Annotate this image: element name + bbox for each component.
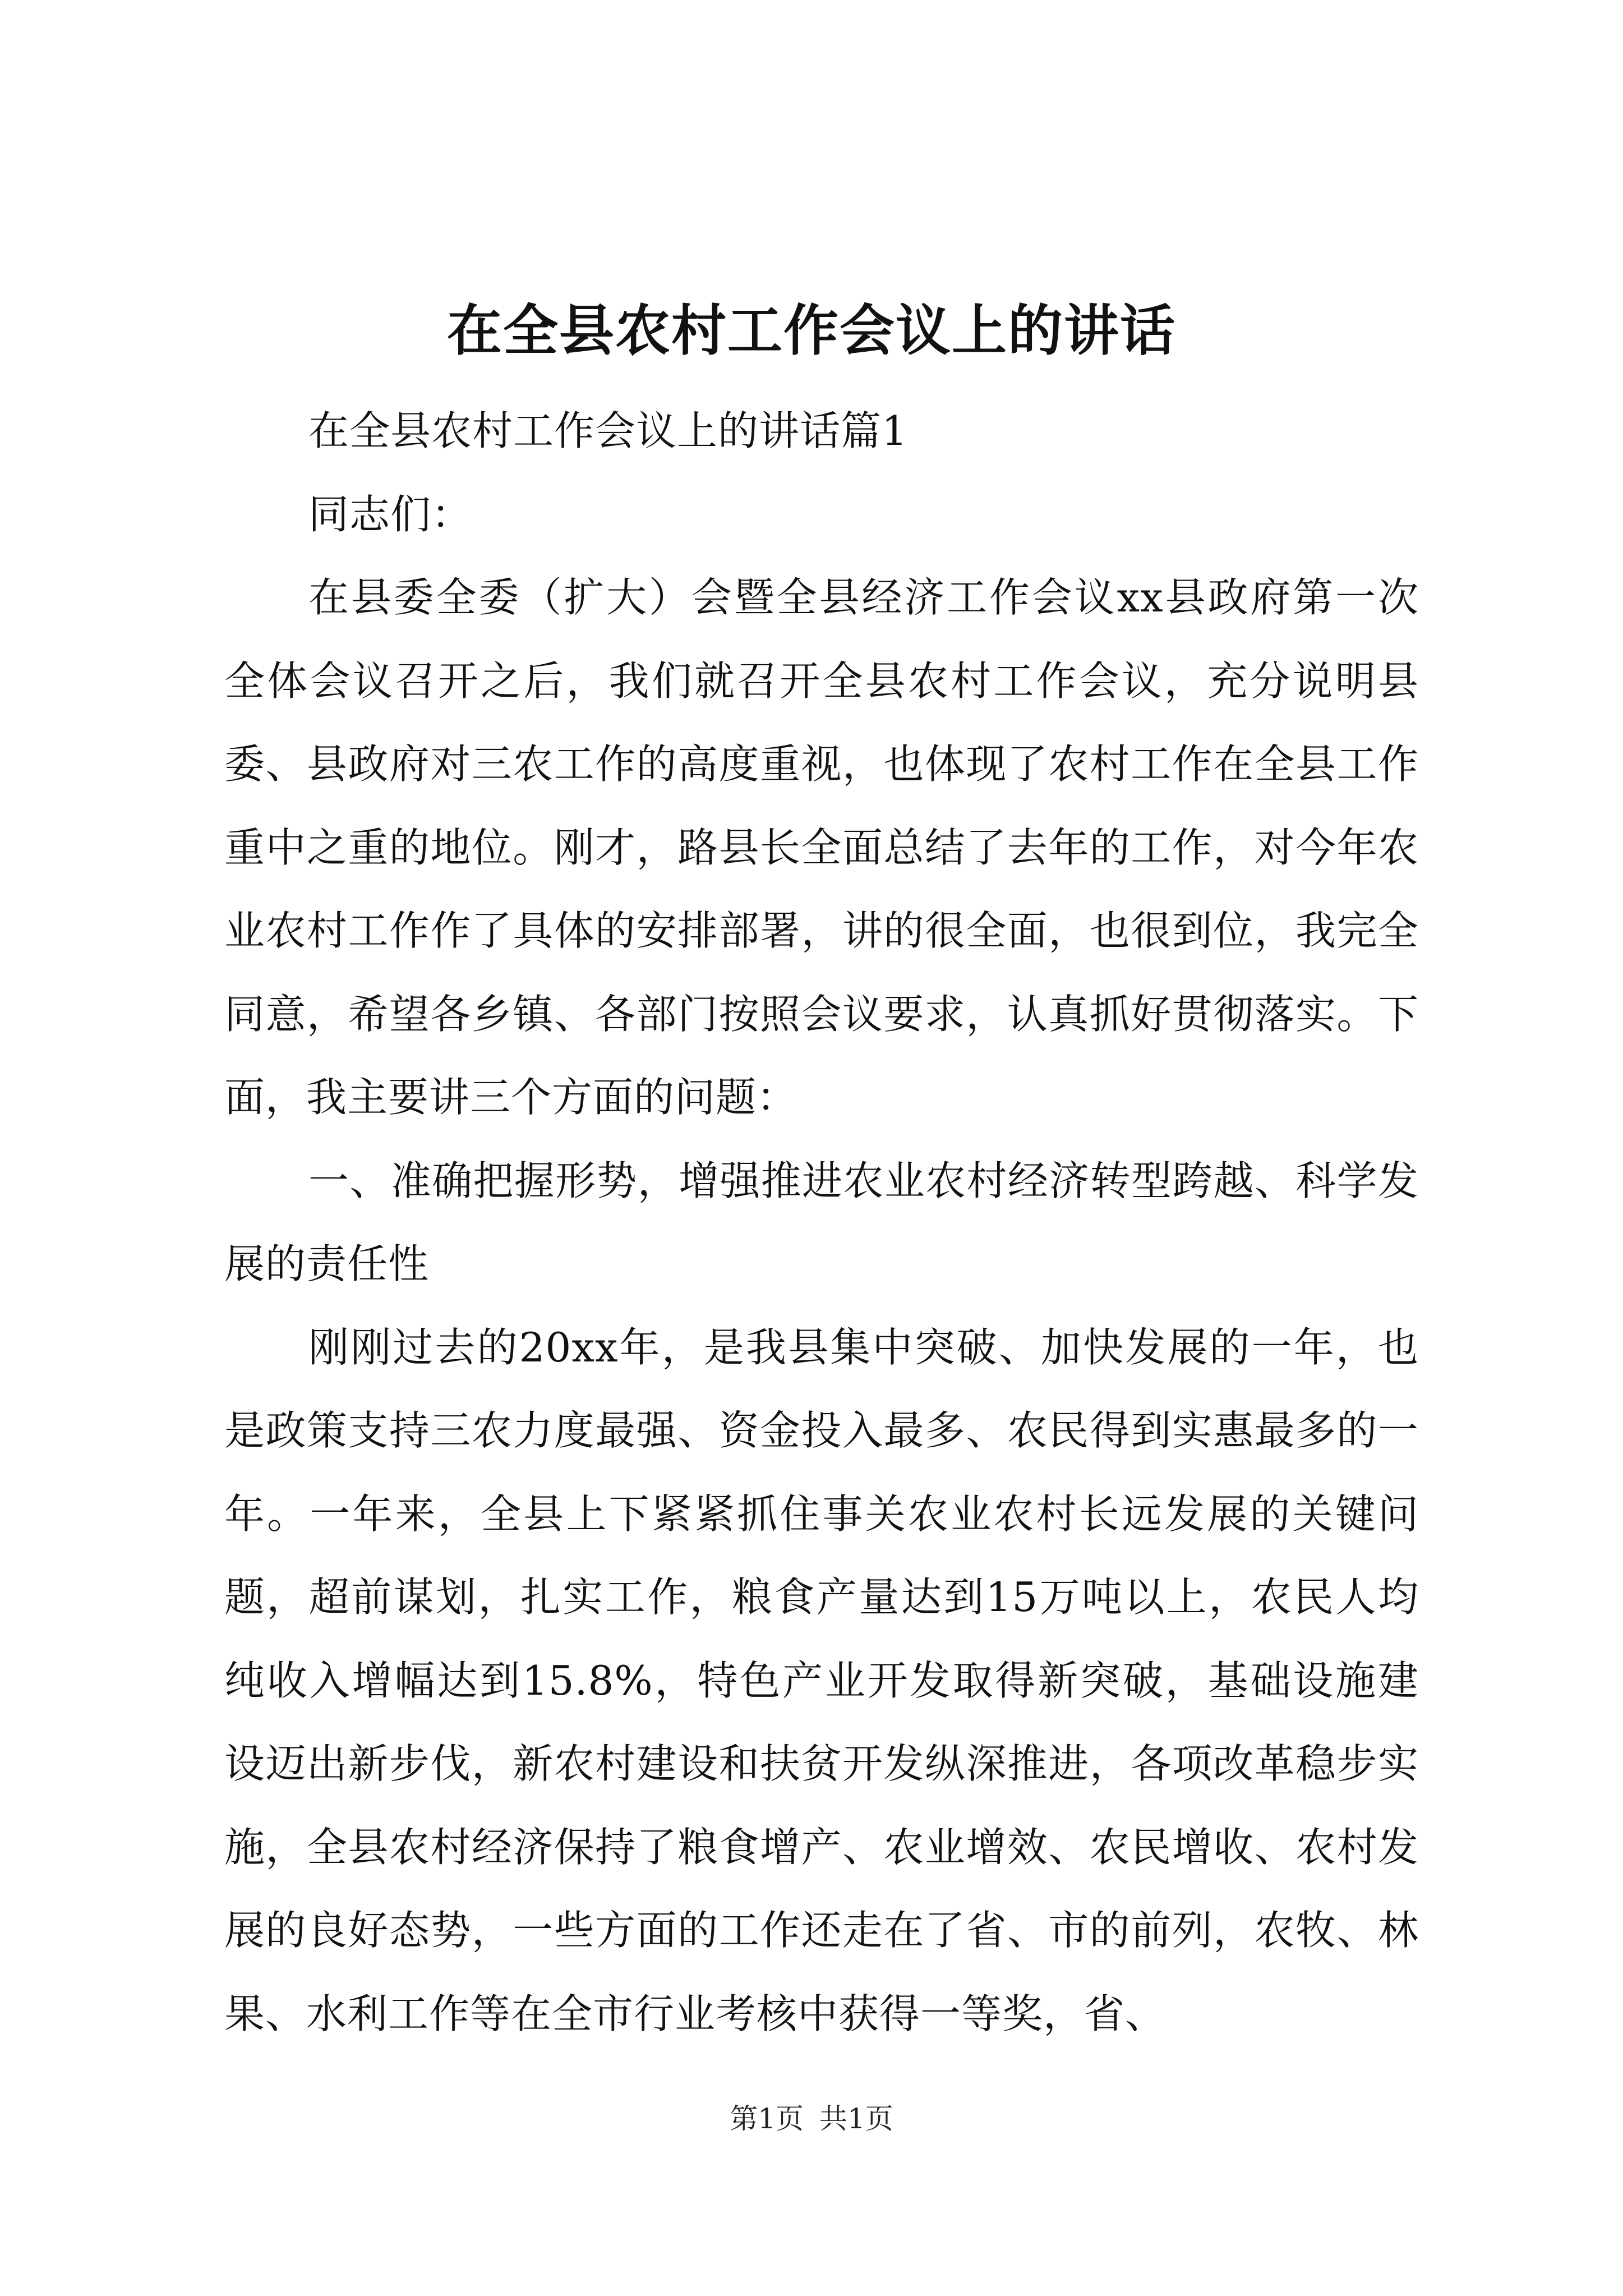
paragraph-subtitle: 在全县农村工作会议上的讲话篇1 [308,407,908,454]
page-footer [0,2099,1623,2138]
paragraph-section-heading: 一、准确把握形势，增强推进农业农村经济转型跨越、科学发展的责任性 [224,1157,1419,1287]
page-total: 共1页 [819,2102,893,2135]
document-body [224,389,1419,2055]
paragraph-review: 刚刚过去的20xx年，是我县集中突破、加快发展的一年，也是政策支持三农力度最强、资金投入最多、农民得到实惠最多的一年。一年来，全县上下紧紧抓住事关农业农村长远发展的关键问题，超前谋划，扎实工作，粮食产量达到15万吨以上，农民人均纯收入增幅达到15.8%，特色产业开发取得新突破，基础设施建设迈出新步伐，新农村建设和扶贫开发纵深推进，各项改革稳步实施，全县农村经济保持了粮食增产、农业增效、农民增收、农村发展的良好态势，一些方面的工作还走在了省、市的前列，农牧、林果、水利工作等在全市行业考核中获得一等奖，省、 [224,1323,1419,2037]
document-title: 在全县农村工作会议上的讲话 [446,298,1176,363]
paragraph-intro: 在县委全委（扩大）会暨全县经济工作会议xx县政府第一次全体会议召开之后，我们就召开全县农村工作会议，充分说明县委、县政府对三农工作的高度重视，也体现了农村工作在全县工作重中之重的地位。刚才，路县长全面总结了去年的工作，对今年农业农村工作作了具体的安排部署，讲的很全面，也很到位，我完全同意，希望各乡镇、各部门按照会议要求，认真抓好贯彻落实。下面，我主要讲三个方面的问题： [224,574,1419,1121]
page-number: 第1页 [730,2102,804,2135]
paragraph-salutation: 同志们： [308,490,473,538]
